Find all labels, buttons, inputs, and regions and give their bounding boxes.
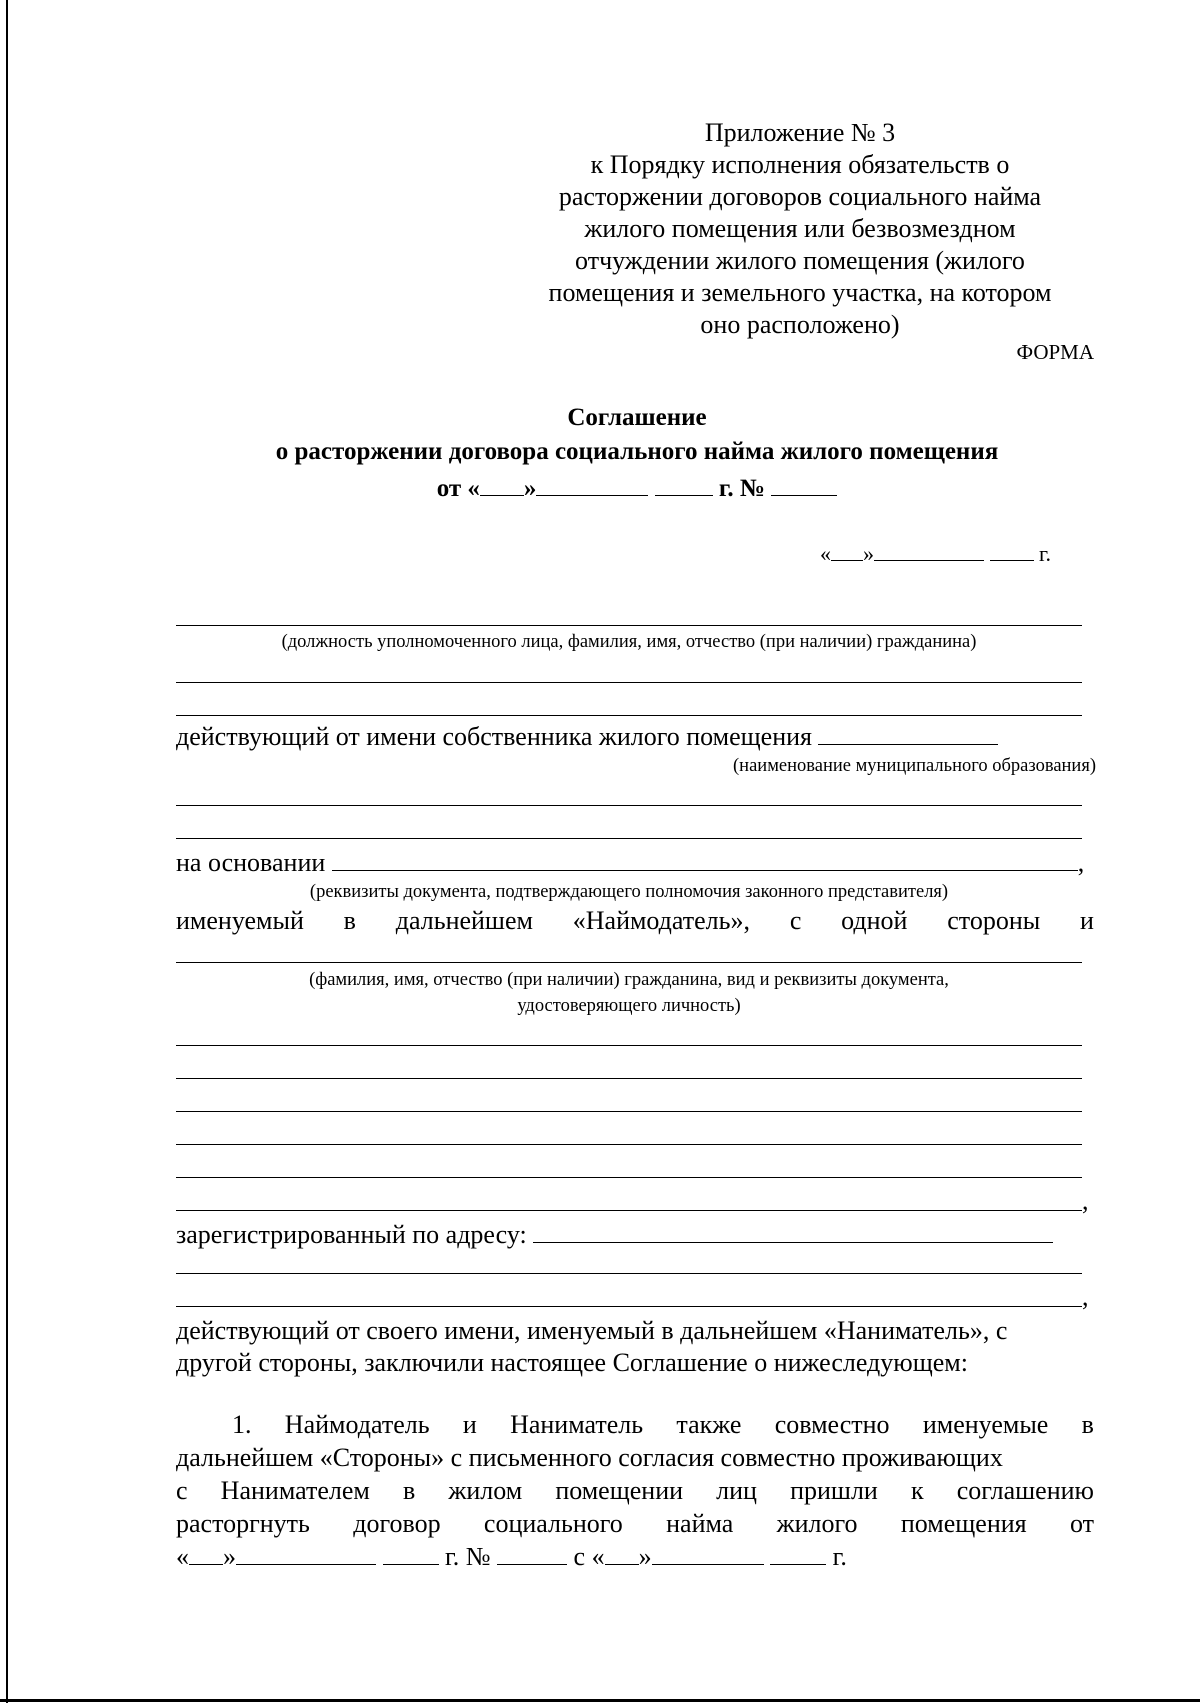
word: помещения [900,1509,1027,1538]
word: пришли [790,1476,878,1505]
basis-label: на основании [176,848,326,877]
appendix-line: оно расположено) [700,310,900,339]
word: от [1069,1509,1094,1538]
acting-self-line: действующий от своего имени, именуемый в дальнейшем «Наниматель», с [176,1316,1008,1345]
tenant-blank-line[interactable] [176,1111,1082,1112]
year-blank[interactable] [655,473,713,496]
tenant-caption: удостоверяющего личность) [517,996,741,1016]
appendix-header [520,117,1080,341]
word: в [343,906,356,935]
word: социального [483,1509,623,1538]
paragraph-1-date-line [176,1542,847,1572]
appendix-line: Приложение № 3 [704,118,896,147]
municipality-blank-line[interactable] [176,805,1082,806]
comma: , [1077,848,1085,877]
word: лиц [716,1476,757,1505]
official-caption: (должность уполномоченного лица, фамилия, имя, отчество (при наличии) гражданина) [281,632,977,652]
word: договор [353,1509,441,1538]
word: к [910,1476,924,1505]
municipality-blank[interactable] [818,722,998,745]
p1-open: « [176,1542,189,1571]
appendix-line: расторжении договоров социального найма [558,182,1042,211]
municipality-blank-line[interactable] [176,838,1082,839]
document-subtitle: о расторжении договора социального найма жилого помещения [275,438,999,465]
tenant-blank-line[interactable] [176,1045,1082,1046]
word: помещении [555,1476,684,1505]
tenant-blank-line[interactable] [176,1177,1082,1178]
word: «Наймодатель», [572,906,751,935]
word: 1. [232,1410,252,1439]
official-blank-line[interactable] [176,715,1082,716]
tenant-blank-line[interactable] [176,1210,1082,1211]
word: и [1080,906,1094,935]
word: и [462,1410,477,1439]
month-blank[interactable] [536,473,648,496]
p1-year-no: г. № [445,1542,491,1571]
word: Наниматель [510,1410,644,1439]
comma: , [1082,1186,1089,1215]
word: стороны [947,906,1041,935]
from-day-blank[interactable] [605,1542,639,1565]
authority-doc-caption: (реквизиты документа, подтверждающего полномочия законного представителя) [309,882,949,902]
official-blank-line[interactable] [176,682,1082,683]
title-date-line [100,473,1174,503]
place-month-blank[interactable] [874,538,984,561]
comma: , [1082,1282,1089,1311]
appendix-line: помещения и земельного участка, на котором [548,278,1052,307]
paragraph-1-line: дальнейшем «Стороны» с письменного согласия совместно проживающих [176,1443,1003,1472]
title-date-prefix: от « [436,475,480,502]
contract-month-blank[interactable] [236,1542,376,1565]
basis-blank[interactable] [332,848,1078,871]
scan-border-left [6,0,8,1703]
tenant-blank-line[interactable] [176,962,1082,963]
acting-owner-label: действующий от имени собственника жилого помещения [176,722,812,751]
word: именуемый [176,906,304,935]
place-day-blank[interactable] [831,538,863,561]
appendix-line: отчуждении жилого помещения (жилого [575,246,1025,275]
paragraph-1-line [176,1509,1094,1539]
word: найма [666,1509,734,1538]
form-label: ФОРМА [1016,340,1094,364]
word: расторгнуть [176,1509,310,1538]
word: жилого [776,1509,858,1538]
place-date-open: « [820,541,831,566]
address-blank-line[interactable] [176,1306,1082,1307]
from-year-blank[interactable] [770,1542,826,1565]
place-date-line [820,538,1051,567]
from-month-blank[interactable] [652,1542,764,1565]
p1-close2: » [638,1542,652,1571]
appendix-line: жилого помещения или безвозмездном [584,214,1016,243]
title-date-mid: » [523,475,537,502]
word: в [402,1476,416,1505]
place-date-close: » [863,541,874,566]
municipality-caption: (наименование муниципального образования) [733,756,1096,776]
document-title: Соглашение [567,404,707,431]
paragraph-1-line [232,1410,1094,1440]
acting-self-line: другой стороны, заключили настоящее Соглашение о нижеследующем: [176,1348,968,1377]
tenant-blank-line[interactable] [176,1144,1082,1145]
scan-border-bottom [0,1699,1200,1702]
word: соглашению [956,1476,1094,1505]
word: жилом [448,1476,523,1505]
paragraph-1-line [176,1476,1094,1506]
appendix-line: к Порядку исполнения обязательств о [590,150,1010,179]
word: одной [841,906,908,935]
official-blank-line[interactable] [176,625,1082,626]
basis-text [176,848,1084,878]
contract-year-blank[interactable] [383,1542,439,1565]
registered-text [176,1220,1053,1250]
place-date-suffix: г. [1039,541,1052,566]
word: Нанимателем [220,1476,370,1505]
word: с [176,1476,188,1505]
number-blank[interactable] [771,473,837,496]
day-blank[interactable] [480,473,524,496]
registered-label: зарегистрированный по адресу: [176,1220,527,1249]
contract-number-blank[interactable] [497,1542,567,1565]
word: Наймодатель [284,1410,430,1439]
word: с [789,906,802,935]
word: в [1081,1410,1094,1439]
title-year-no: г. № [718,475,766,502]
address-blank-line[interactable] [176,1273,1082,1274]
p1-close: » [223,1542,236,1571]
acting-owner-text [176,722,998,752]
p1-suffix: г. [832,1542,847,1571]
address-blank[interactable] [533,1220,1053,1243]
word: совместно [774,1410,890,1439]
place-year-blank[interactable] [990,538,1034,561]
tenant-blank-line[interactable] [176,1078,1082,1079]
p1-from: с « [573,1542,605,1571]
word: именуемые [922,1410,1049,1439]
landlord-clause [176,906,1094,936]
contract-day-blank[interactable] [189,1542,223,1565]
tenant-caption: (фамилия, имя, отчество (при наличии) гражданина, вид и реквизиты документа, [309,970,949,990]
word: также [676,1410,742,1439]
word: дальнейшем [395,906,533,935]
